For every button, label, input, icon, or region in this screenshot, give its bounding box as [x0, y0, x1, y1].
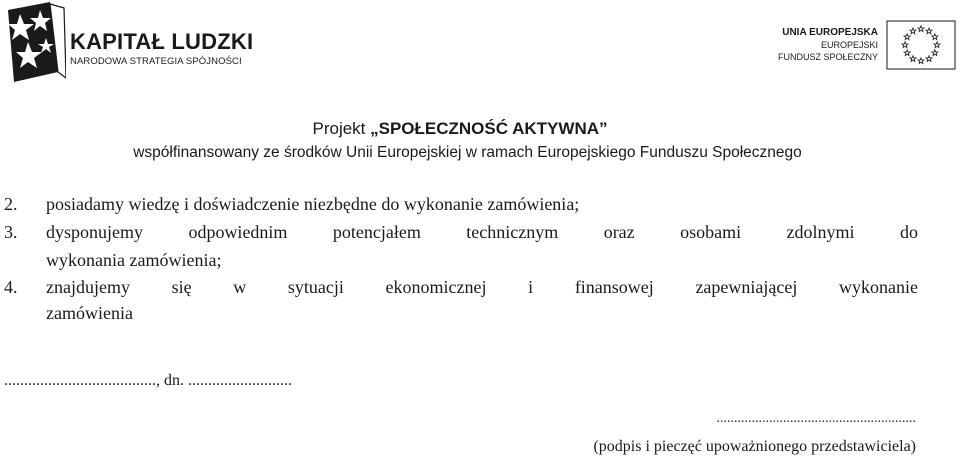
project-name: „SPOŁECZNOŚĆ AKTYWNA” [370, 119, 608, 138]
item-word: w [233, 277, 247, 297]
kapital-ludzki-mark-icon [6, 2, 66, 84]
project-title [0, 119, 920, 139]
item-number: 4. [4, 277, 18, 297]
project-cofinancing: współfinansowany ze środków Unii Europejskiej w ramach Europejskiego Funduszu Społecznego [133, 144, 802, 161]
item-word: wykonanie [839, 277, 918, 297]
eu-flag-stars-icon [886, 20, 956, 70]
item-word: dysponujemy [46, 222, 143, 242]
item-word: ekonomicznej [385, 277, 487, 297]
item-word: oraz [603, 222, 635, 242]
item-text: posiadamy wiedzę i doświadczenie niezbędne do wykonanie zamówienia; [46, 194, 580, 214]
item-word: znajdujemy [46, 277, 130, 297]
kapital-ludzki-logo [6, 2, 258, 84]
kapital-ludzki-subtitle: NARODOWA STRATEGIA SPÓJNOŚCI [70, 56, 242, 67]
item-text-line2: wykonania zamówienia; [46, 250, 222, 270]
signature-caption: (podpis i pieczęć upoważnionego przedstawiciela) [593, 438, 916, 455]
item-word: się [171, 277, 192, 297]
item-word: zdolnymi [786, 222, 855, 242]
item-text-line1 [46, 277, 918, 298]
place-date-line: ......................................, dn. .......................... [4, 372, 292, 389]
item-word: i [528, 277, 534, 297]
eu-logo-line1: UNIA EUROPEJSKA [782, 27, 878, 38]
kapital-ludzki-title: KAPITAŁ LUDZKI [70, 29, 254, 54]
eu-logo-line3: FUNDUSZ SPOŁECZNY [777, 52, 878, 62]
item-text-line2: zamówienia [46, 303, 133, 323]
item-word: technicznym [466, 222, 559, 242]
item-word: do [899, 222, 918, 242]
item-word: finansowej [574, 277, 654, 297]
eu-logo-line2: EUROPEJSKI [820, 40, 878, 50]
item-word: osobami [680, 222, 742, 242]
item-number: 2. [4, 194, 18, 214]
signature-line: ......................................................... [716, 411, 916, 426]
item-text-line1 [46, 222, 918, 243]
item-word: zapewniającej [695, 277, 798, 297]
project-prefix: Projekt [312, 119, 371, 138]
eu-logo-text [778, 27, 878, 63]
eu-logo [776, 20, 956, 70]
item-number: 3. [4, 222, 18, 242]
item-word: potencjałem [332, 222, 421, 242]
item-word: sytuacji [287, 277, 344, 297]
item-word: odpowiednim [188, 222, 288, 242]
